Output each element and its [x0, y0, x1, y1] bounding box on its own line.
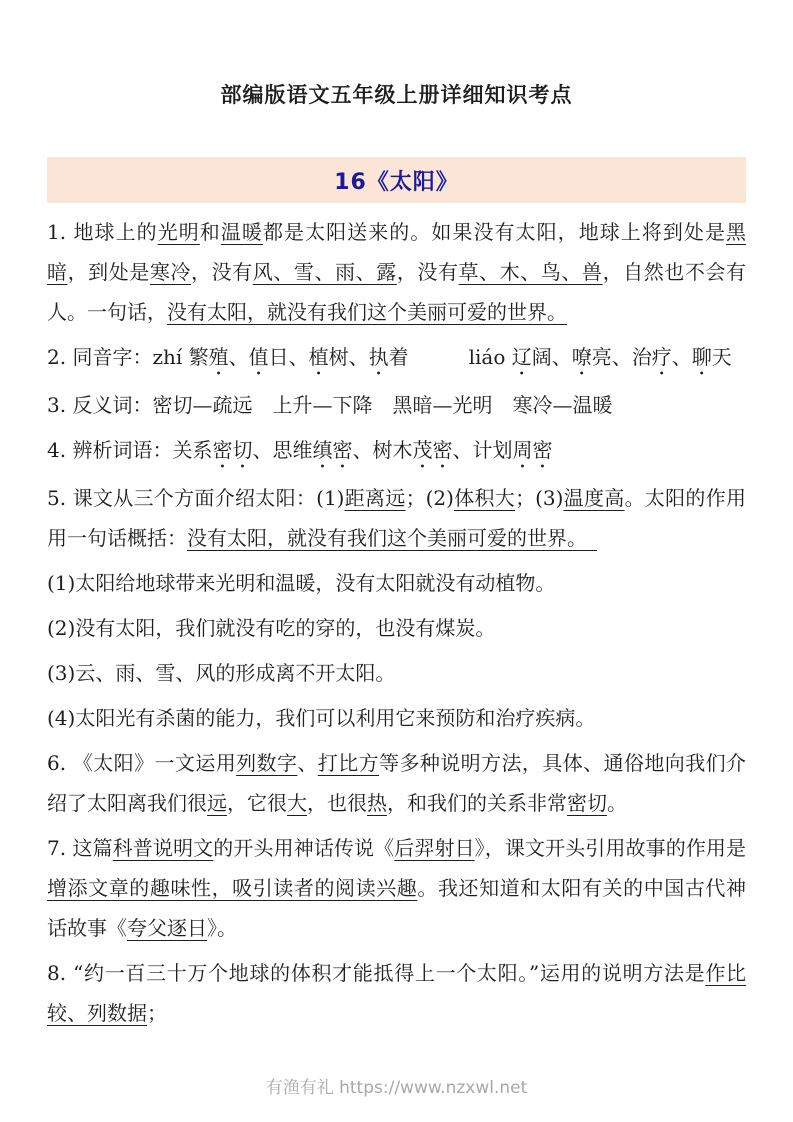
- text-run: ，到处是: [67, 260, 150, 284]
- knowledge-point-2: [47, 337, 746, 380]
- text-run: 、计划: [452, 438, 513, 462]
- text-run: ，和我们的关系非常: [387, 791, 567, 815]
- text-run: 亮、治: [591, 345, 652, 369]
- text-run: 树、: [328, 345, 369, 369]
- text-run: 风、雪、雨、露: [252, 260, 397, 284]
- text-run: 密切: [567, 791, 607, 815]
- text-run: 周密: [512, 438, 553, 462]
- text-run: 距离远: [344, 486, 406, 510]
- text-run: 辽: [511, 345, 532, 369]
- section-banner: [47, 157, 746, 203]
- text-run: ，没有: [396, 260, 459, 284]
- text-run: (2)没有太阳，我们就没有吃的穿的，也没有煤炭。: [47, 616, 496, 640]
- lesson-notes-content: [47, 212, 746, 1033]
- sun-function-3: [47, 653, 746, 693]
- text-run: 体积大: [453, 486, 516, 510]
- text-run: 夸父逐日: [127, 916, 207, 940]
- text-run: 着 liáo: [388, 345, 512, 369]
- text-run: “约一百三十万个地球的体积才能抵得上一个太阳。”: [73, 961, 540, 985]
- sun-function-2: [47, 608, 746, 648]
- text-run: ；: [147, 1001, 167, 1025]
- text-run: ，没有: [191, 260, 253, 284]
- text-run: 光明: [157, 220, 200, 244]
- text-run: 值: [248, 345, 269, 369]
- text-run: ；(2): [405, 486, 454, 510]
- text-run: 后羿射日: [394, 836, 475, 860]
- text-run: 没有太阳，就没有我们这个美丽可爱的世界。: [167, 300, 567, 324]
- knowledge-point-3: [47, 385, 746, 425]
- text-run: (4)太阳光有杀菌的能力，我们可以利用它来预防和治疗疾病。: [47, 706, 596, 730]
- text-run: 8.: [47, 961, 74, 985]
- text-run: 殖: [208, 345, 229, 369]
- knowledge-point-1: [47, 212, 746, 332]
- text-run: 等多种说明方法，具体、通俗地向我们介绍了太阳离我们很: [47, 751, 747, 815]
- text-run: 、: [297, 751, 318, 775]
- text-run: 大: [287, 791, 307, 815]
- page-title: 部编版语文五年级上册详细知识考点: [220, 82, 573, 107]
- text-run: 执: [368, 345, 389, 369]
- text-run: ，自然也不会有人。一句话，: [47, 260, 747, 324]
- text-run: (3)云、雨、雪、风的形成离不开太阳。: [47, 661, 396, 685]
- knowledge-point-5: [47, 478, 746, 558]
- text-run: 植: [308, 345, 329, 369]
- text-run: 都是太阳送来的。如果没有太阳，地球上将到处是: [262, 220, 727, 244]
- section-title: 16《太阳》: [334, 169, 459, 195]
- text-run: 没有太阳，就没有我们这个美丽可爱的世界。: [187, 526, 597, 550]
- text-run: 作比较、列数据: [47, 961, 747, 1025]
- text-run: ，也很: [307, 791, 367, 815]
- text-run: 的开头用神话传说《: [213, 836, 395, 860]
- text-run: 7. 这篇: [47, 836, 113, 860]
- text-run: 2. 同音字：zhí 繁: [47, 345, 209, 369]
- text-run: 5. 课文从三个方面介绍太阳：(1): [47, 486, 345, 510]
- text-run: 日、: [268, 345, 309, 369]
- knowledge-point-8: [47, 953, 746, 1033]
- text-run: 运用的说明方法是: [539, 961, 706, 985]
- knowledge-point-7: [47, 828, 746, 948]
- footer-watermark: 有渔有礼 https://www.nzxwl.net: [265, 1078, 528, 1098]
- text-run: 阔、: [531, 345, 572, 369]
- text-run: 、: [671, 345, 692, 369]
- text-run: 嘹: [571, 345, 592, 369]
- text-run: 打比方: [317, 751, 380, 775]
- text-run: 缜密: [312, 438, 353, 462]
- text-run: 4. 辨析词语：关系: [47, 438, 213, 462]
- text-run: ；(3): [515, 486, 564, 510]
- text-run: 和: [199, 220, 221, 244]
- text-run: (1)太阳给地球带来光明和温暖，没有太阳就没有动植物。: [47, 571, 556, 595]
- text-run: 增添文章的趣味性，吸引读者的阅读兴趣: [47, 876, 418, 900]
- text-run: 。: [607, 791, 627, 815]
- text-run: 密切: [212, 438, 253, 462]
- text-run: 茂密: [412, 438, 453, 462]
- text-run: 黑暗: [47, 220, 747, 284]
- text-run: 》，课文开头引用故事的作用是: [474, 836, 747, 860]
- text-run: ，它很: [227, 791, 287, 815]
- text-run: 热: [367, 791, 387, 815]
- text-run: 。我还知道和太阳有关的中国古代神话故事《: [47, 876, 747, 940]
- text-run: 6. 《太阳》一文运用: [47, 751, 237, 775]
- sun-function-4: [47, 698, 746, 738]
- text-run: 温度高: [563, 486, 625, 510]
- text-run: 。太阳的作用用一句话概括：: [47, 486, 747, 550]
- text-run: 草、木、鸟、兽: [458, 260, 603, 284]
- text-run: 、思维: [252, 438, 313, 462]
- text-run: 、树木: [352, 438, 413, 462]
- text-run: 科普说明文: [112, 836, 214, 860]
- text-run: 、: [228, 345, 249, 369]
- text-run: 寒冷: [149, 260, 192, 284]
- text-run: 列数字: [236, 751, 298, 775]
- text-run: 》。: [207, 916, 237, 940]
- sun-function-1: [47, 563, 746, 603]
- text-run: 3. 反义词：密切—疏远 上升—下降 黑暗—光明 寒冷—温暖: [47, 393, 613, 417]
- text-run: 聊: [691, 345, 712, 369]
- knowledge-point-6: [47, 743, 746, 823]
- text-run: 温暖: [220, 220, 263, 244]
- text-run: 疗: [651, 345, 672, 369]
- text-run: 远: [207, 791, 227, 815]
- text-run: 1. 地球上的: [47, 220, 158, 244]
- text-run: 天: [711, 345, 732, 369]
- knowledge-point-4: [47, 430, 746, 473]
